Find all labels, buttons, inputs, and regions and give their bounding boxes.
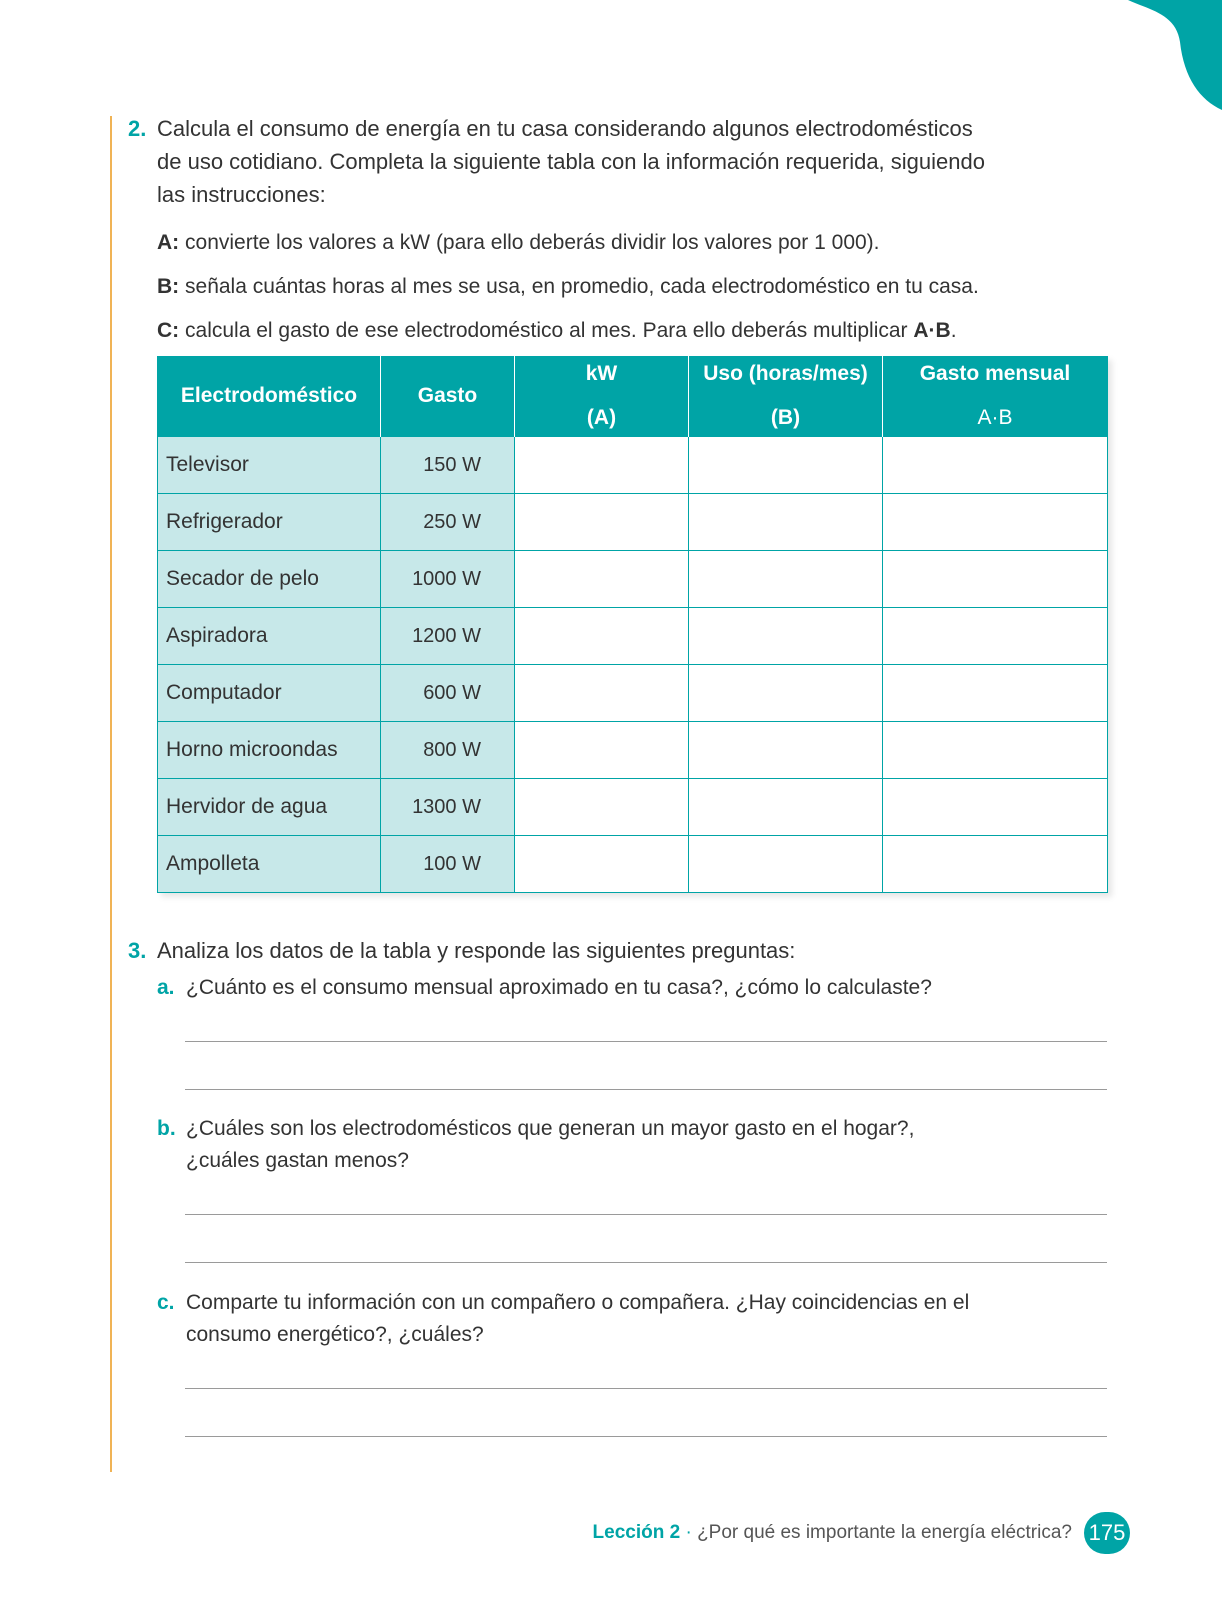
instruction-c-text: calcula el gasto de ese electrodoméstico al mes. Para ello deberás multiplicar <box>185 319 908 342</box>
question-2-line3: las instrucciones: <box>157 182 326 207</box>
footer-lesson: Lección 2 <box>592 1522 681 1543</box>
appliance-power: 1200 W <box>381 608 515 665</box>
question-3-number: 3. <box>128 938 147 963</box>
appliance-power: 600 W <box>381 665 515 722</box>
question-3c-line1: Comparte tu información con un compañero o compañera. ¿Hay coincidencias en el <box>186 1291 970 1314</box>
kw-cell[interactable] <box>515 437 689 494</box>
use-cell[interactable] <box>689 608 883 665</box>
answer-line-b2[interactable] <box>185 1262 1107 1263</box>
use-cell[interactable] <box>689 437 883 494</box>
table-row <box>158 665 1108 722</box>
table-row <box>158 836 1108 893</box>
monthly-cell[interactable] <box>883 494 1108 551</box>
kw-cell[interactable] <box>515 836 689 893</box>
margin-rule <box>110 116 112 1472</box>
appliance-name: Horno microondas <box>158 722 381 779</box>
question-3a-letter: a. <box>157 976 175 999</box>
use-cell[interactable] <box>689 779 883 836</box>
question-3a-text: ¿Cuánto es el consumo mensual aproximado en tu casa?, ¿cómo lo calculaste? <box>186 976 932 999</box>
kw-cell[interactable] <box>515 722 689 779</box>
appliance-power: 100 W <box>381 836 515 893</box>
question-3c <box>157 1287 1107 1353</box>
appliance-power: 1300 W <box>381 779 515 836</box>
header-kw-line1: kW <box>585 362 618 385</box>
table-row <box>158 551 1108 608</box>
instruction-a-text: convierte los valores a kW (para ello deberás dividir los valores por 1 000). <box>185 231 880 254</box>
question-2-line2: de uso cotidiano. Completa la siguiente tabla con la información requerida, siguiendo <box>157 149 985 174</box>
instruction-b-text: señala cuántas horas al mes se usa, en promedio, cada electrodoméstico en tu casa. <box>185 275 979 298</box>
table-row <box>158 437 1108 494</box>
instruction-a <box>157 228 880 258</box>
use-cell[interactable] <box>689 665 883 722</box>
kw-cell[interactable] <box>515 779 689 836</box>
footer-separator: · <box>685 1522 692 1543</box>
question-3b-line2: ¿cuáles gastan menos? <box>186 1149 409 1172</box>
table-row <box>158 494 1108 551</box>
header-use-line2: (B) <box>770 406 801 429</box>
question-3-text: Analiza los datos de la tabla y responde las siguientes preguntas: <box>157 938 796 963</box>
table-row <box>158 608 1108 665</box>
question-2-number: 2. <box>128 116 147 141</box>
appliance-name: Secador de pelo <box>158 551 381 608</box>
header-power: Gasto <box>381 356 515 437</box>
instruction-c-label: C: <box>157 319 180 342</box>
appliance-power: 800 W <box>381 722 515 779</box>
header-use-line1: Uso (horas/mes) <box>703 362 868 385</box>
answer-line-a2[interactable] <box>185 1089 1107 1090</box>
header-kw-line2: (A) <box>586 406 617 429</box>
header-kw <box>515 356 689 437</box>
use-cell[interactable] <box>689 722 883 779</box>
kw-cell[interactable] <box>515 665 689 722</box>
use-cell[interactable] <box>689 836 883 893</box>
appliance-power: 250 W <box>381 494 515 551</box>
header-monthly-line2: A·B <box>977 406 1013 429</box>
question-3c-line2: consumo energético?, ¿cuáles? <box>186 1323 484 1346</box>
instruction-b <box>157 272 979 302</box>
header-monthly <box>883 356 1108 437</box>
appliance-name: Aspiradora <box>158 608 381 665</box>
instruction-b-label: B: <box>157 275 180 298</box>
table-row <box>158 722 1108 779</box>
monthly-cell[interactable] <box>883 665 1108 722</box>
appliance-name: Computador <box>158 665 381 722</box>
kw-cell[interactable] <box>515 551 689 608</box>
question-3b <box>157 1113 1107 1179</box>
monthly-cell[interactable] <box>883 551 1108 608</box>
table-row <box>158 779 1108 836</box>
header-appliance: Electrodoméstico <box>158 356 381 437</box>
question-3b-letter: b. <box>157 1117 176 1140</box>
question-3 <box>128 934 1128 968</box>
appliance-name: Televisor <box>158 437 381 494</box>
answer-line-a1[interactable] <box>185 1041 1107 1042</box>
monthly-cell[interactable] <box>883 437 1108 494</box>
monthly-cell[interactable] <box>883 836 1108 893</box>
question-2-line1: Calcula el consumo de energía en tu casa considerando algunos electrodomésticos <box>157 116 973 141</box>
question-3c-letter: c. <box>157 1291 175 1314</box>
instruction-c-end: . <box>950 319 957 342</box>
use-cell[interactable] <box>689 494 883 551</box>
energy-table <box>157 356 1108 893</box>
answer-line-b1[interactable] <box>185 1214 1107 1215</box>
header-use <box>689 356 883 437</box>
appliance-name: Hervidor de agua <box>158 779 381 836</box>
question-2 <box>128 112 1128 212</box>
appliance-name: Refrigerador <box>158 494 381 551</box>
instruction-c-formula: A·B <box>913 319 951 342</box>
appliance-power: 150 W <box>381 437 515 494</box>
kw-cell[interactable] <box>515 494 689 551</box>
monthly-cell[interactable] <box>883 608 1108 665</box>
answer-line-c1[interactable] <box>185 1388 1107 1389</box>
instruction-c <box>157 316 957 346</box>
use-cell[interactable] <box>689 551 883 608</box>
question-3b-line1: ¿Cuáles son los electrodomésticos que generan un mayor gasto en el hogar?, <box>186 1117 915 1140</box>
instruction-a-label: A: <box>157 231 180 254</box>
page-number: 175 <box>1084 1512 1130 1554</box>
answer-line-c2[interactable] <box>185 1436 1107 1437</box>
page-footer <box>593 1519 1072 1547</box>
header-monthly-line1: Gasto mensual <box>919 362 1071 385</box>
monthly-cell[interactable] <box>883 779 1108 836</box>
kw-cell[interactable] <box>515 608 689 665</box>
monthly-cell[interactable] <box>883 722 1108 779</box>
footer-title: ¿Por qué es importante la energía eléctrica? <box>697 1522 1072 1543</box>
table-header-row <box>158 356 1108 437</box>
appliance-name: Ampolleta <box>158 836 381 893</box>
appliance-power: 1000 W <box>381 551 515 608</box>
question-3a <box>157 972 1107 1006</box>
